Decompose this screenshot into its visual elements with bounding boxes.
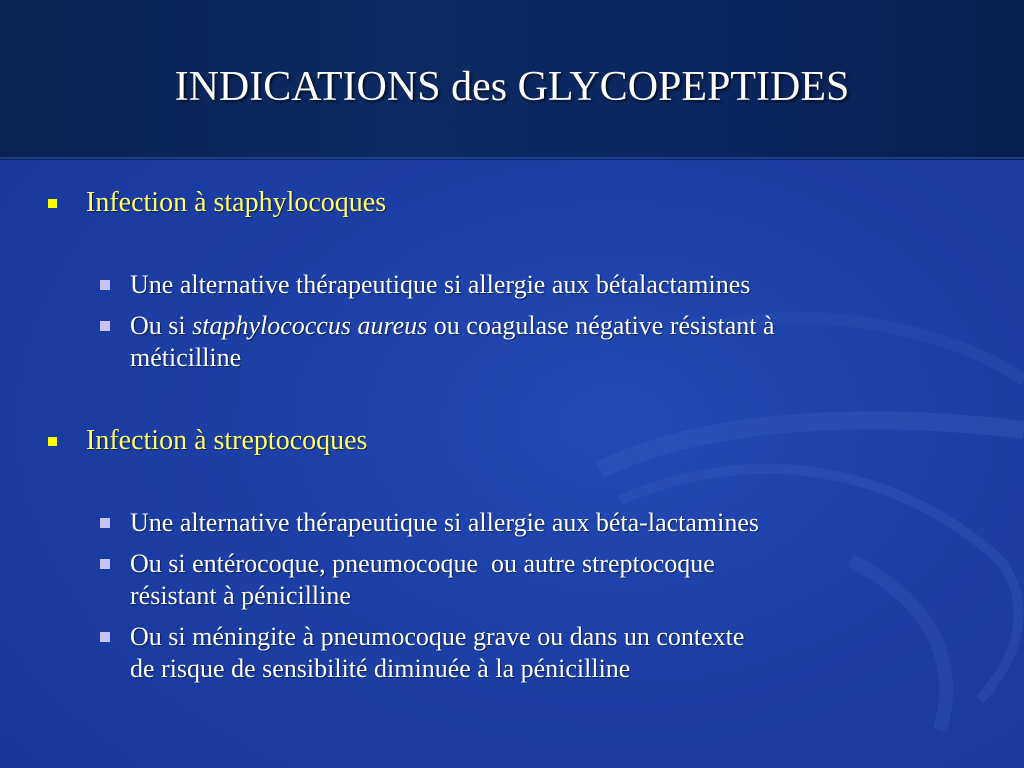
list-item-line: résistant à pénicilline	[130, 581, 351, 610]
list-item-line: de risque de sensibilité diminuée à la pénicilline	[130, 654, 631, 683]
list-item-line: méticilline	[130, 343, 242, 372]
list-item-text	[130, 507, 980, 539]
square-bullet-icon	[100, 321, 110, 331]
list-item-text	[130, 310, 980, 374]
list-item-line: Ou si méningite à pneumocoque grave ou dans un contexte	[130, 622, 745, 651]
list-item-line: Ou si entérocoque, pneumocoque ou autre streptocoque	[130, 549, 715, 578]
list-item-prefix: Ou si	[130, 311, 193, 340]
square-bullet-icon	[48, 437, 57, 446]
square-bullet-icon	[100, 280, 110, 290]
organism-name-italic: staphylococcus aureus	[192, 311, 428, 340]
section-heading-text: Infection à staphylocoques	[86, 187, 387, 218]
list-item-text	[130, 269, 980, 301]
list-item-suffix: ou coagulase négative résistant à	[427, 311, 775, 340]
list-item-line: Une alternative thérapeutique si allergie aux bétalactamines	[130, 270, 751, 299]
list-item-line: Une alternative thérapeutique si allergie aux béta-lactamines	[130, 508, 760, 537]
section-heading-text: Infection à streptocoques	[86, 425, 368, 456]
square-bullet-icon	[100, 559, 110, 569]
list-item-text	[130, 621, 980, 685]
slide-title: INDICATIONS des GLYCOPEPTIDES	[174, 64, 850, 110]
list-item-text	[130, 548, 980, 612]
square-bullet-icon	[100, 632, 110, 642]
square-bullet-icon	[100, 518, 110, 528]
square-bullet-icon	[48, 199, 57, 208]
